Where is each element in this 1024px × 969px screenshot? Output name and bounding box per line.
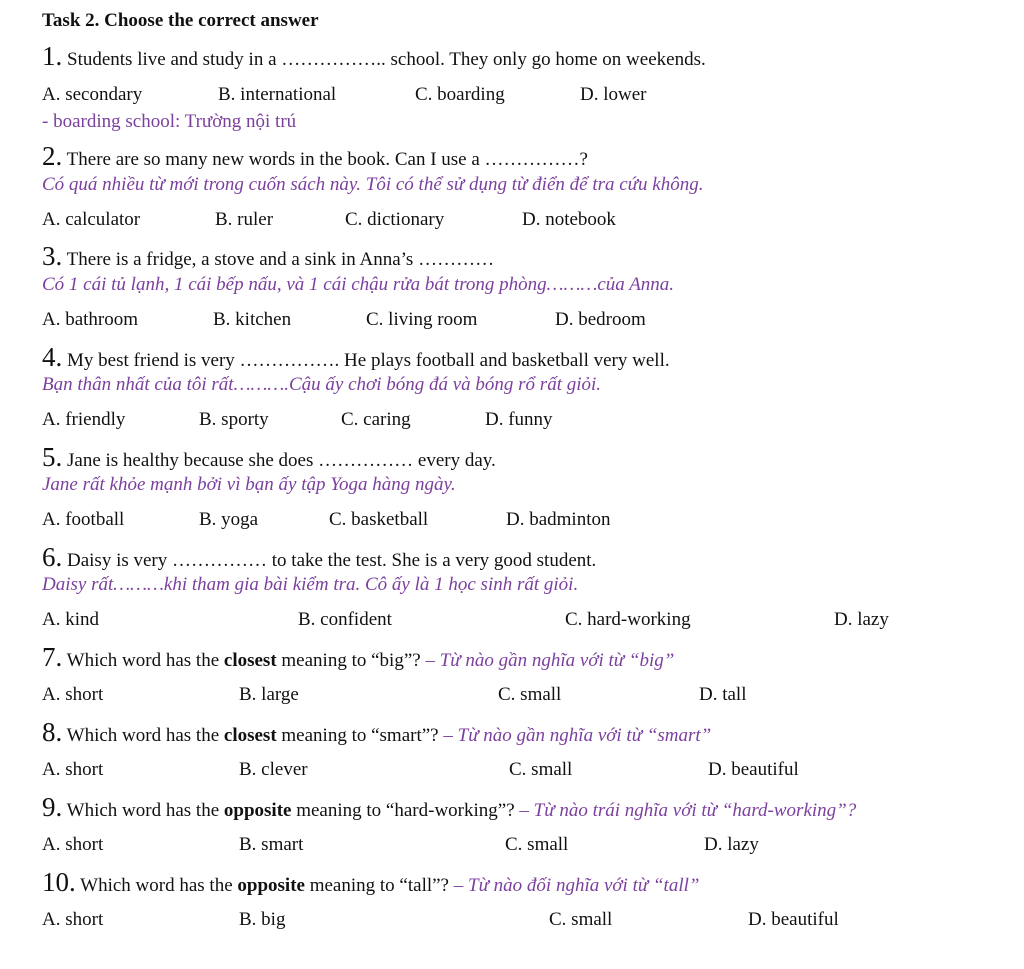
option-b: B. clever bbox=[239, 759, 308, 780]
question-10 bbox=[42, 867, 700, 898]
question-text-start: Which word has the bbox=[62, 650, 224, 671]
option-c: C. boarding bbox=[415, 84, 505, 105]
question-number: 3. bbox=[42, 241, 63, 271]
question-number: 10. bbox=[42, 867, 76, 897]
option-a: A. secondary bbox=[42, 84, 143, 105]
question-keyword: closest bbox=[223, 725, 277, 746]
question-text-end: meaning to “smart”? bbox=[276, 725, 444, 746]
question-8 bbox=[42, 717, 712, 748]
option-a: A. short bbox=[42, 909, 104, 930]
question-text-start: Which word has the bbox=[75, 875, 238, 896]
question-text-start: Which word has the bbox=[62, 800, 224, 821]
option-d: D. lazy bbox=[834, 609, 889, 630]
vietnamese-translation: Daisy rất………khi tham gia bài kiểm tra. Cô ấy là 1 học sinh rất giỏi. bbox=[42, 574, 579, 595]
option-b: B. sporty bbox=[199, 409, 269, 430]
question-text-start: Which word has the bbox=[62, 725, 224, 746]
option-c: C. basketball bbox=[329, 509, 429, 530]
option-a: A. friendly bbox=[42, 409, 126, 430]
option-b: B. smart bbox=[239, 834, 304, 855]
option-a: A. football bbox=[42, 509, 125, 530]
question-number: 5. bbox=[42, 442, 63, 472]
option-b: B. ruler bbox=[215, 209, 274, 230]
vietnamese-translation: – Từ nào gần nghĩa với từ “smart” bbox=[443, 725, 712, 746]
option-d: D. tall bbox=[699, 684, 747, 705]
question-4 bbox=[42, 342, 670, 373]
option-b: B. big bbox=[239, 909, 286, 930]
question-6 bbox=[42, 542, 597, 573]
question-text: Jane is healthy because she does …………… every day. bbox=[62, 450, 496, 471]
option-c: C. living room bbox=[366, 309, 478, 330]
option-b: B. international bbox=[218, 84, 337, 105]
question-1 bbox=[42, 41, 706, 72]
option-d: D. badminton bbox=[506, 509, 611, 530]
question-2 bbox=[42, 141, 588, 172]
question-text: Students live and study in a …………….. school. They only go home on weekends. bbox=[62, 49, 706, 70]
question-9 bbox=[42, 792, 857, 823]
task-title: Task 2. Choose the correct answer bbox=[42, 10, 319, 31]
question-keyword: opposite bbox=[237, 875, 305, 896]
vietnamese-translation: – Từ nào gần nghĩa với từ “big” bbox=[425, 650, 675, 671]
option-d: D. funny bbox=[485, 409, 553, 430]
vocab-note: - boarding school: Trường nội trú bbox=[42, 111, 297, 132]
option-b: B. large bbox=[239, 684, 299, 705]
option-d: D. lazy bbox=[704, 834, 759, 855]
question-keyword: closest bbox=[223, 650, 277, 671]
option-d: D. lower bbox=[580, 84, 647, 105]
question-number: 9. bbox=[42, 792, 63, 822]
option-a: A. kind bbox=[42, 609, 99, 630]
question-text: My best friend is very ……………. He plays football and basketball very well. bbox=[62, 350, 670, 371]
option-b: B. kitchen bbox=[213, 309, 292, 330]
vietnamese-translation: – Từ nào đối nghĩa với từ “tall” bbox=[453, 875, 700, 896]
vietnamese-translation: Jane rất khỏe mạnh bởi vì bạn ấy tập Yoga hàng ngày. bbox=[42, 474, 456, 495]
option-d: D. beautiful bbox=[748, 909, 839, 930]
option-c: C. small bbox=[549, 909, 613, 930]
question-number: 2. bbox=[42, 141, 63, 171]
option-d: D. notebook bbox=[522, 209, 616, 230]
question-number: 7. bbox=[42, 642, 63, 672]
option-a: A. short bbox=[42, 834, 104, 855]
option-c: C. small bbox=[498, 684, 562, 705]
question-number: 8. bbox=[42, 717, 63, 747]
option-b: B. confident bbox=[298, 609, 392, 630]
vietnamese-translation: Bạn thân nhất của tôi rất……….Cậu ấy chơi bóng đá và bóng rổ rất giỏi. bbox=[42, 374, 602, 395]
question-7 bbox=[42, 642, 675, 673]
question-text: There are so many new words in the book. Can I use a ……………? bbox=[62, 149, 588, 170]
option-d: D. bedroom bbox=[555, 309, 646, 330]
question-number: 4. bbox=[42, 342, 63, 372]
option-d: D. beautiful bbox=[708, 759, 799, 780]
vietnamese-translation: Có quá nhiều từ mới trong cuốn sách này. Tôi có thể sử dụng từ điển để tra cứu không. bbox=[42, 174, 704, 195]
question-text: There is a fridge, a stove and a sink in Anna’s ………… bbox=[62, 249, 495, 270]
option-b: B. yoga bbox=[199, 509, 259, 530]
option-a: A. short bbox=[42, 684, 104, 705]
question-text: Daisy is very …………… to take the test. She is a very good student. bbox=[62, 550, 597, 571]
question-5 bbox=[42, 442, 496, 473]
question-number: 1. bbox=[42, 41, 63, 71]
option-c: C. small bbox=[505, 834, 569, 855]
option-a: A. short bbox=[42, 759, 104, 780]
option-c: C. caring bbox=[341, 409, 411, 430]
option-a: A. bathroom bbox=[42, 309, 139, 330]
question-text-end: meaning to “hard-working”? bbox=[291, 800, 520, 821]
option-a: A. calculator bbox=[42, 209, 141, 230]
question-3 bbox=[42, 241, 495, 272]
question-keyword: opposite bbox=[223, 800, 292, 821]
vietnamese-translation: Có 1 cái tủ lạnh, 1 cái bếp nấu, và 1 cái chậu rửa bát trong phòng………của Anna. bbox=[42, 274, 675, 295]
question-text-end: meaning to “tall”? bbox=[304, 875, 454, 896]
question-number: 6. bbox=[42, 542, 63, 572]
option-c: C. hard-working bbox=[565, 609, 691, 630]
option-c: C. small bbox=[509, 759, 573, 780]
option-c: C. dictionary bbox=[345, 209, 445, 230]
vietnamese-translation: – Từ nào trái nghĩa với từ “hard-working”? bbox=[519, 800, 857, 821]
question-text-end: meaning to “big”? bbox=[276, 650, 426, 671]
